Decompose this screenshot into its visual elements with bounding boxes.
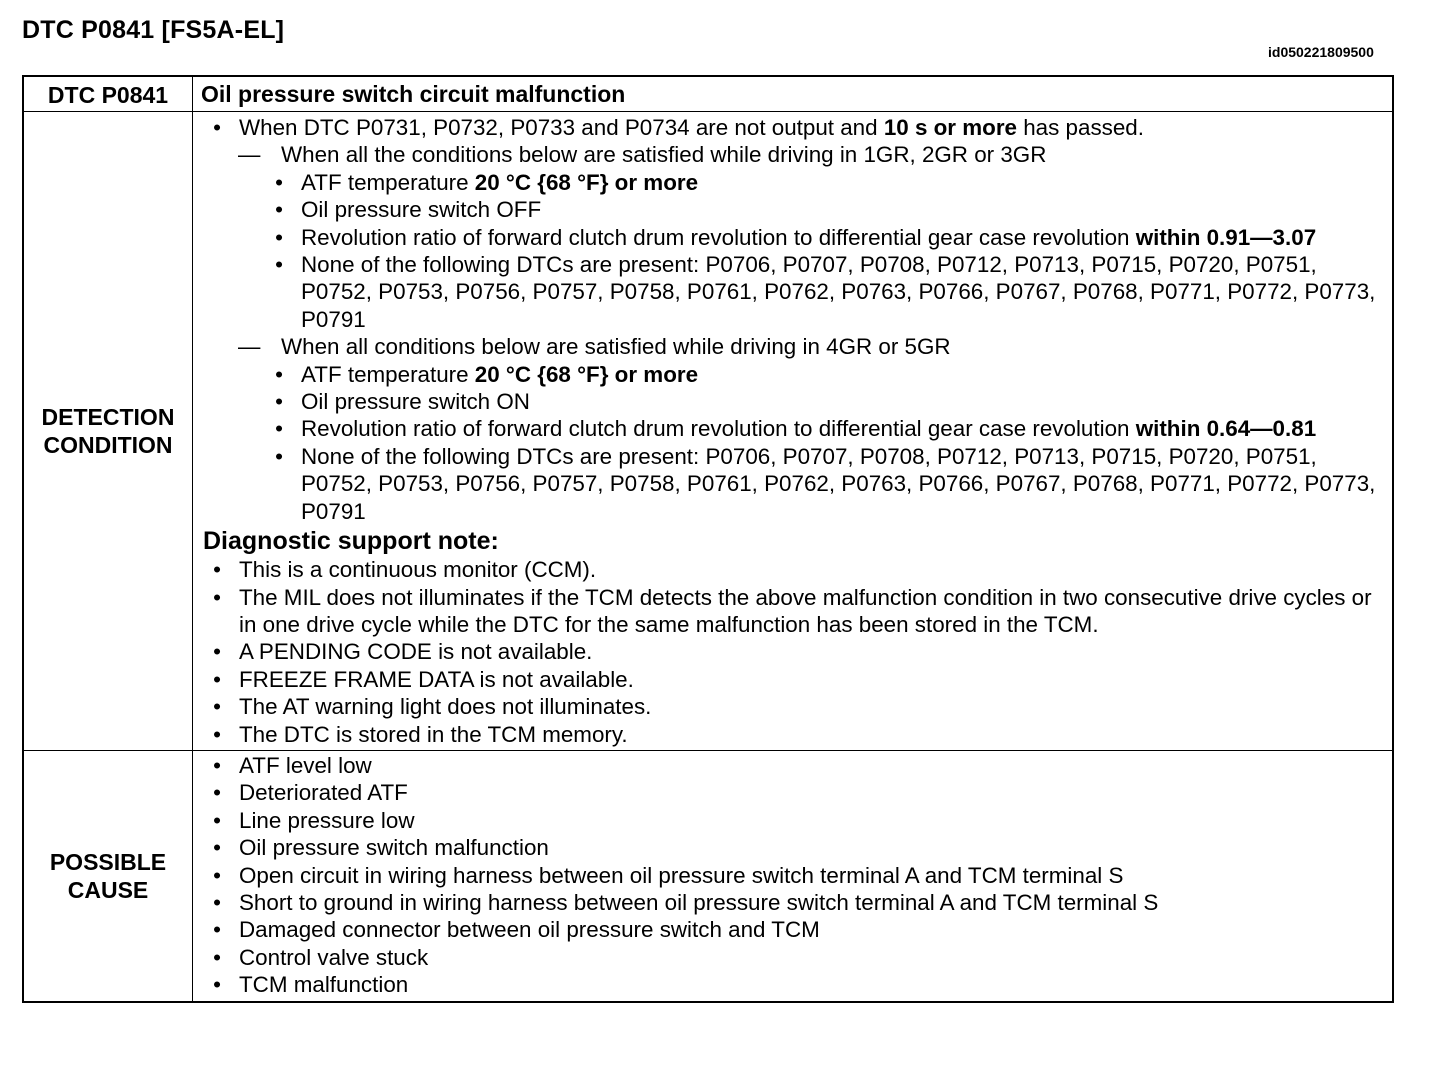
bullet-icon: • bbox=[213, 639, 221, 665]
possible-cause-content bbox=[193, 750, 1394, 1001]
group-heading-text: When all conditions below are satisfied while driving in 4GR or 5GR bbox=[281, 334, 951, 360]
cause-label-line2: CAUSE bbox=[67, 876, 149, 903]
bullet-icon: • bbox=[213, 752, 221, 778]
cause-item bbox=[203, 916, 1386, 943]
note-item bbox=[203, 721, 1386, 748]
bullet-icon: • bbox=[275, 416, 283, 442]
condition-item bbox=[203, 196, 1386, 223]
diagnostic-note-heading: Diagnostic support note: bbox=[203, 527, 499, 556]
bullet-icon: • bbox=[213, 780, 221, 806]
dash-icon: — bbox=[238, 142, 261, 168]
condition-text-bold: within 0.64—0.81 bbox=[1135, 416, 1317, 442]
bullet-icon: • bbox=[213, 972, 221, 998]
bullet-icon: • bbox=[213, 889, 221, 915]
bullet-icon: • bbox=[275, 389, 283, 415]
cause-item bbox=[203, 807, 1386, 834]
note-text: The DTC is stored in the TCM memory. bbox=[239, 721, 628, 747]
detection-condition-content bbox=[193, 112, 1394, 751]
condition-group-2-heading bbox=[203, 333, 1386, 360]
possible-cause-row bbox=[23, 750, 1393, 1001]
intro-text-post: has passed. bbox=[1017, 115, 1144, 140]
possible-cause-label bbox=[23, 750, 193, 1001]
cause-text: Line pressure low bbox=[239, 807, 415, 833]
condition-text: None of the following DTCs are present: P0706, P0707, P0708, P0712, P0713, P0715, P0720, P0751, P0752, P0753, P0756, P0757, P0758, P0761, P0762, P0763, P0766, P0767, P0768, P0771, P0772, P0773, P0791 bbox=[301, 443, 1376, 524]
group-heading-text: When all the conditions below are satisfied while driving in 1GR, 2GR or 3GR bbox=[281, 142, 1047, 168]
bullet-icon: • bbox=[213, 944, 221, 970]
detection-condition-label bbox=[23, 112, 193, 751]
bullet-icon: • bbox=[213, 584, 221, 610]
dtc-description: Oil pressure switch circuit malfunction bbox=[193, 76, 1394, 112]
cause-item bbox=[203, 752, 1386, 779]
condition-text: Revolution ratio of forward clutch drum revolution to differential gear case revolution bbox=[301, 416, 1136, 442]
header-row bbox=[23, 76, 1393, 112]
cause-item bbox=[203, 889, 1386, 916]
cause-item bbox=[203, 834, 1386, 861]
note-item bbox=[203, 638, 1386, 665]
bullet-icon: • bbox=[213, 917, 221, 943]
condition-text: ATF temperature bbox=[301, 361, 475, 387]
condition-text-bold: within 0.91—3.07 bbox=[1135, 224, 1317, 250]
condition-item bbox=[203, 361, 1386, 388]
bullet-icon: • bbox=[275, 224, 283, 250]
note-item bbox=[203, 693, 1386, 720]
cause-text: ATF level low bbox=[239, 752, 372, 778]
bullet-icon: • bbox=[275, 443, 283, 469]
bullet-icon: • bbox=[213, 694, 221, 720]
bullet-icon: • bbox=[213, 835, 221, 861]
condition-item bbox=[203, 388, 1386, 415]
cause-item bbox=[203, 779, 1386, 806]
condition-text-bold: 20 °C {68 °F} or more bbox=[474, 169, 699, 195]
note-text: FREEZE FRAME DATA is not available. bbox=[239, 666, 634, 692]
cause-text: Deteriorated ATF bbox=[239, 780, 408, 806]
condition-text-bold: 20 °C {68 °F} or more bbox=[474, 361, 699, 387]
cause-label-line1: POSSIBLE bbox=[49, 848, 167, 875]
note-item bbox=[203, 666, 1386, 693]
condition-item bbox=[203, 415, 1386, 442]
condition-text: Oil pressure switch OFF bbox=[301, 197, 542, 223]
cause-text: Damaged connector between oil pressure switch and TCM bbox=[239, 917, 820, 943]
note-item bbox=[203, 584, 1386, 639]
bullet-icon: • bbox=[213, 721, 221, 747]
detection-label-line1: DETECTION bbox=[41, 403, 175, 430]
dtc-code-label: DTC P0841 bbox=[23, 76, 193, 112]
intro-text-bold: 10 s or more bbox=[883, 115, 1017, 140]
condition-text: None of the following DTCs are present: P0706, P0707, P0708, P0712, P0713, P0715, P0720, P0751, P0752, P0753, P0756, P0757, P0758, P0761, P0762, P0763, P0766, P0767, P0768, P0771, P0772, P0773, P0791 bbox=[301, 252, 1376, 332]
condition-item bbox=[203, 224, 1386, 251]
bullet-icon: • bbox=[213, 115, 221, 140]
condition-text: Oil pressure switch ON bbox=[301, 389, 530, 415]
intro-text-pre: When DTC P0731, P0732, P0733 and P0734 are not output and bbox=[239, 115, 884, 140]
bullet-icon: • bbox=[213, 807, 221, 833]
cause-text: Open circuit in wiring harness between oil pressure switch terminal A and TCM terminal S bbox=[239, 862, 1124, 888]
condition-item bbox=[203, 251, 1386, 333]
dtc-table bbox=[22, 75, 1394, 1003]
bullet-icon: • bbox=[275, 361, 283, 387]
detection-label-line2: CONDITION bbox=[43, 431, 173, 458]
cause-text: TCM malfunction bbox=[239, 972, 409, 998]
cause-text: Short to ground in wiring harness between oil pressure switch terminal A and TCM terminal S bbox=[239, 889, 1159, 915]
note-item bbox=[203, 556, 1386, 583]
cause-item bbox=[203, 971, 1386, 998]
condition-text: ATF temperature bbox=[301, 169, 475, 195]
cause-item bbox=[203, 944, 1386, 971]
detection-row bbox=[23, 112, 1393, 751]
cause-text: Oil pressure switch malfunction bbox=[239, 835, 549, 861]
bullet-icon: • bbox=[275, 197, 283, 223]
condition-group-1-heading bbox=[203, 141, 1386, 168]
document-id: id050221809500 bbox=[1268, 44, 1374, 60]
condition-item bbox=[203, 169, 1386, 196]
page-title: DTC P0841 [FS5A-EL] bbox=[22, 16, 285, 44]
bullet-icon: • bbox=[275, 252, 283, 278]
condition-item bbox=[203, 443, 1386, 525]
note-text: This is a continuous monitor (CCM). bbox=[239, 557, 597, 583]
bullet-icon: • bbox=[213, 862, 221, 888]
bullet-icon: • bbox=[213, 666, 221, 692]
dash-icon: — bbox=[238, 334, 261, 360]
detection-intro-item bbox=[203, 114, 1386, 141]
bullet-icon: • bbox=[213, 557, 221, 583]
cause-text: Control valve stuck bbox=[239, 944, 429, 970]
cause-item bbox=[203, 862, 1386, 889]
condition-text: Revolution ratio of forward clutch drum revolution to differential gear case revolution bbox=[301, 224, 1136, 250]
note-text: The AT warning light does not illuminates. bbox=[239, 694, 652, 720]
bullet-icon: • bbox=[275, 169, 283, 195]
note-text: The MIL does not illuminates if the TCM detects the above malfunction condition in two consecutive drive cycles or in one drive cycle while the DTC for the same malfunction has been stored in the TCM. bbox=[239, 584, 1372, 637]
note-text: A PENDING CODE is not available. bbox=[239, 639, 593, 665]
